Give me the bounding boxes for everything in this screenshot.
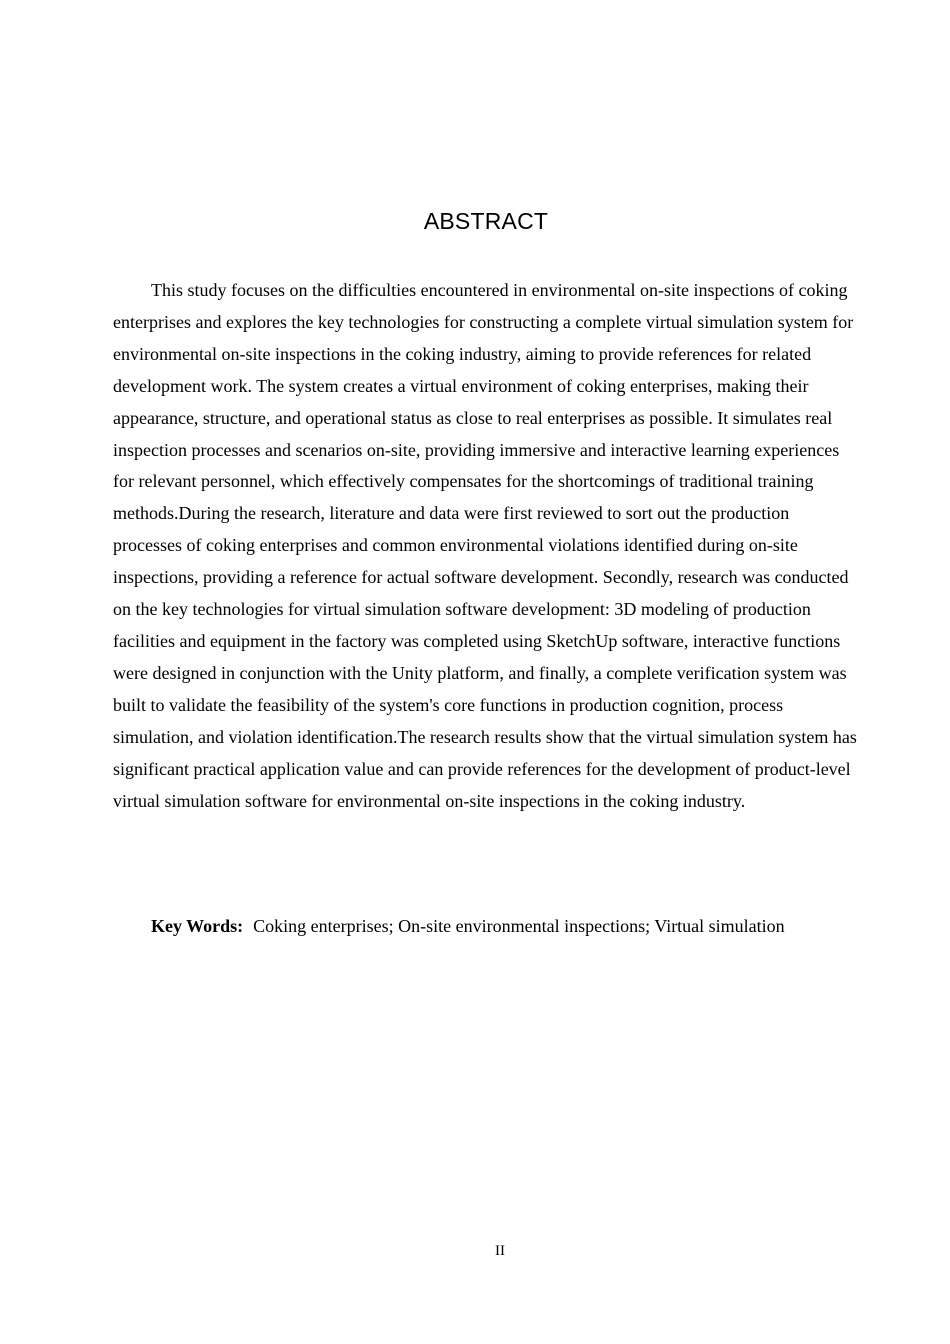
keywords-line [151, 913, 871, 939]
page-title: ABSTRACT [423, 208, 549, 234]
page-number: II [495, 1243, 505, 1259]
abstract-body: This study focuses on the difficulties encountered in environmental on-site inspections of coking enterprises and explores the key technologies for constructing a complete virtual simulation system for environmental on-site inspections in the coking industry, aiming to provide references for related development work. The system creates a virtual environment of coking enterprises, making their appearance, structure, and operational status as close to real enterprises as possible. It simulates real inspection processes and scenarios on-site, providing immersive and interactive learning experiences for relevant personnel, which effectively compensates for the shortcomings of traditional training methods.During the research, literature and data were first reviewed to sort out the production processes of coking enterprises and common environmental violations identified during on-site inspections, providing a reference for actual software development. Secondly, research was conducted on the key technologies for virtual simulation software development: 3D modeling of production facilities and equipment in the factory was completed using SketchUp software, interactive functions were designed in conjunction with the Unity platform, and finally, a complete verification system was built to validate the feasibility of the system's core functions in production cognition, process simulation, and violation identification.The research results show that the virtual simulation system has significant practical application value and can provide references for the development of product-level virtual simulation software for environmental on-site inspections in the coking industry. [113, 280, 857, 811]
keywords-label: Key Words: [151, 916, 244, 936]
keywords-value: Coking enterprises; On-site environmental inspections; Virtual simulation [253, 916, 785, 936]
